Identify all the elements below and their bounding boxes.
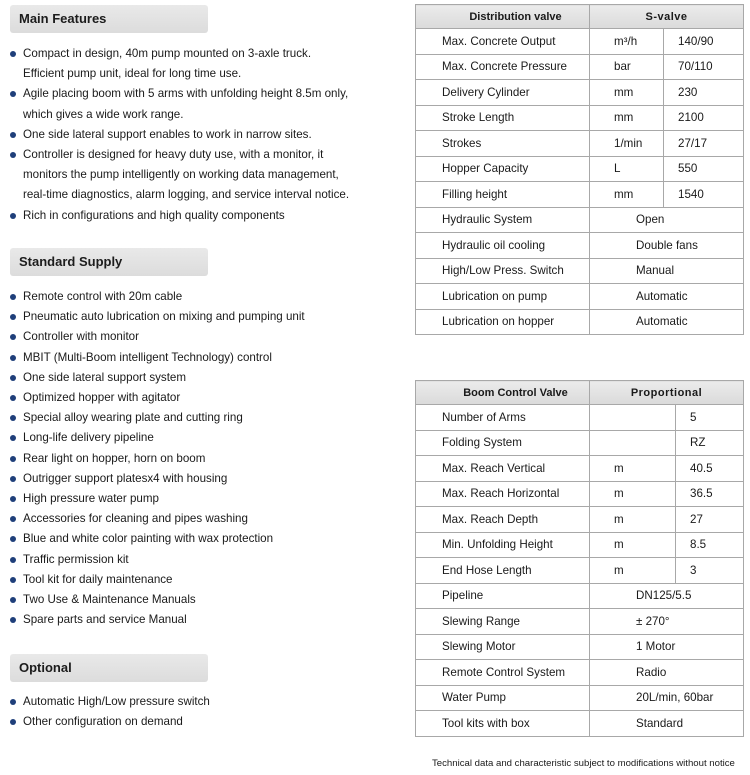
bullet-icon bbox=[10, 355, 16, 361]
spec-value: 2100 bbox=[664, 105, 744, 131]
spec-label: Lubrication on hopper bbox=[416, 309, 590, 335]
table-row bbox=[416, 105, 744, 131]
table-row bbox=[416, 131, 744, 157]
spec-label: Filling height bbox=[416, 182, 590, 208]
spec-value: 1 Motor bbox=[590, 634, 744, 660]
distribution-valve-table bbox=[415, 4, 744, 335]
boom-control-table bbox=[415, 380, 744, 737]
list-item-text: Compact in design, 40m pump mounted on 3-axle truck. bbox=[23, 47, 312, 60]
spec-value: Manual bbox=[590, 258, 744, 284]
spec-value: 550 bbox=[664, 156, 744, 182]
spec-value: 36.5 bbox=[676, 481, 744, 507]
table-row bbox=[416, 583, 744, 609]
spec-label: High/Low Press. Switch bbox=[416, 258, 590, 284]
spec-label: Folding System bbox=[416, 430, 590, 456]
list-item bbox=[10, 287, 400, 307]
main-features-heading: Main Features bbox=[10, 5, 208, 33]
table-row bbox=[416, 634, 744, 660]
list-item bbox=[10, 388, 400, 408]
bullet-icon bbox=[10, 699, 16, 705]
table-row bbox=[416, 481, 744, 507]
standard-supply-list bbox=[10, 287, 400, 630]
list-item bbox=[10, 125, 400, 145]
bullet-icon bbox=[10, 456, 16, 462]
list-item-text: Long-life delivery pipeline bbox=[23, 431, 154, 445]
list-item bbox=[10, 327, 400, 347]
bullet-icon bbox=[10, 617, 16, 623]
spec-label: Stroke Length bbox=[416, 105, 590, 131]
bullet-icon bbox=[10, 334, 16, 340]
list-item-text: Outrigger support platesx4 with housing bbox=[23, 471, 228, 485]
table-row bbox=[416, 258, 744, 284]
table-row bbox=[416, 660, 744, 686]
table-row bbox=[416, 156, 744, 182]
list-item-text: One side lateral support system bbox=[23, 370, 187, 384]
spec-label: Slewing Motor bbox=[416, 634, 590, 660]
spec-label: Slewing Range bbox=[416, 609, 590, 635]
list-item bbox=[10, 206, 400, 226]
spec-value: Standard bbox=[590, 711, 744, 737]
spec-value: 40.5 bbox=[676, 456, 744, 482]
spec-value: Open bbox=[590, 207, 744, 233]
table-row bbox=[416, 558, 744, 584]
bullet-icon bbox=[10, 395, 16, 401]
spec-unit: bar bbox=[590, 54, 664, 80]
list-item-text: Automatic High/Low pressure switch bbox=[23, 695, 210, 708]
list-item bbox=[10, 509, 400, 529]
list-item bbox=[10, 449, 400, 469]
spec-unit: mm bbox=[590, 182, 664, 208]
spec-label: Min. Unfolding Height bbox=[416, 532, 590, 558]
spec-unit: mm bbox=[590, 80, 664, 106]
bullet-icon bbox=[10, 597, 16, 603]
list-item bbox=[10, 428, 400, 448]
footnote: Technical data and characteristic subject to modifications without notice bbox=[432, 758, 735, 769]
spec-value: 27 bbox=[676, 507, 744, 533]
table-row bbox=[416, 405, 744, 431]
bullet-icon bbox=[10, 294, 16, 300]
list-item-text: Spare parts and service Manual bbox=[23, 613, 187, 627]
table-header-row bbox=[416, 5, 744, 29]
bullet-icon bbox=[10, 557, 16, 563]
bullet-icon bbox=[10, 476, 16, 482]
table-row bbox=[416, 80, 744, 106]
table-row bbox=[416, 685, 744, 711]
list-item-text: Controller is designed for heavy duty use, with a monitor, it bbox=[23, 148, 324, 162]
list-item-text: Rich in configurations and high quality components bbox=[23, 208, 285, 222]
optional-heading: Optional bbox=[10, 654, 208, 682]
spec-value: 140/90 bbox=[664, 29, 744, 55]
list-item bbox=[10, 610, 400, 630]
spec-value: 20L/min, 60bar bbox=[590, 685, 744, 711]
spec-label: Max. Reach Depth bbox=[416, 507, 590, 533]
list-item bbox=[10, 529, 400, 549]
spec-value: 8.5 bbox=[676, 532, 744, 558]
table-row bbox=[416, 711, 744, 737]
spec-value: Automatic bbox=[590, 284, 744, 310]
list-item-text: Accessories for cleaning and pipes washing bbox=[23, 512, 248, 526]
list-item bbox=[10, 307, 400, 327]
spec-label: Hopper Capacity bbox=[416, 156, 590, 182]
spec-label: Number of Arms bbox=[416, 405, 590, 431]
spec-label: Max. Reach Horizontal bbox=[416, 481, 590, 507]
spec-unit bbox=[590, 405, 676, 431]
table-row bbox=[416, 507, 744, 533]
table-row bbox=[416, 54, 744, 80]
list-item-text: Traffic permission kit bbox=[23, 552, 129, 566]
spec-value: RZ bbox=[676, 430, 744, 456]
bullet-icon bbox=[10, 152, 16, 158]
spec-value: 70/110 bbox=[664, 54, 744, 80]
list-item bbox=[10, 44, 400, 84]
table-row bbox=[416, 284, 744, 310]
bullet-icon bbox=[10, 536, 16, 542]
spec-label: Max. Concrete Pressure bbox=[416, 54, 590, 80]
spec-value: Automatic bbox=[590, 309, 744, 335]
list-item bbox=[10, 145, 400, 206]
list-item bbox=[10, 408, 400, 428]
spec-label: Delivery Cylinder bbox=[416, 80, 590, 106]
header-left: Boom Control Valve bbox=[416, 381, 590, 405]
spec-unit: m bbox=[590, 481, 676, 507]
list-item-text: Remote control with 20m cable bbox=[23, 290, 183, 303]
list-item bbox=[10, 692, 400, 712]
bullet-icon bbox=[10, 51, 16, 57]
list-item bbox=[10, 348, 400, 368]
spec-value: 230 bbox=[664, 80, 744, 106]
list-item-text: Pneumatic auto lubrication on mixing and pumping unit bbox=[23, 310, 305, 324]
list-item bbox=[10, 368, 400, 388]
list-item-text: real-time diagnostics, alarm logging, and service interval notice. bbox=[23, 188, 350, 202]
header-left: Distribution valve bbox=[416, 5, 590, 29]
list-item-text: High pressure water pump bbox=[23, 492, 159, 506]
optional-list bbox=[10, 692, 400, 732]
spec-value: 1540 bbox=[664, 182, 744, 208]
spec-label: Max. Reach Vertical bbox=[416, 456, 590, 482]
spec-unit: L bbox=[590, 156, 664, 182]
spec-value: ± 270° bbox=[590, 609, 744, 635]
list-item-text: Two Use & Maintenance Manuals bbox=[23, 593, 196, 607]
header-right: S-valve bbox=[590, 5, 744, 29]
bullet-icon bbox=[10, 375, 16, 381]
spec-label: Strokes bbox=[416, 131, 590, 157]
table-row bbox=[416, 430, 744, 456]
bullet-icon bbox=[10, 91, 16, 97]
bullet-icon bbox=[10, 496, 16, 502]
bullet-icon bbox=[10, 577, 16, 583]
spec-value: Radio bbox=[590, 660, 744, 686]
spec-label: Pipeline bbox=[416, 583, 590, 609]
list-item bbox=[10, 570, 400, 590]
table-row bbox=[416, 233, 744, 259]
list-item-text: Optimized hopper with agitator bbox=[23, 391, 181, 405]
spec-label: Tool kits with box bbox=[416, 711, 590, 737]
list-item-text: Special alloy wearing plate and cutting ring bbox=[23, 411, 243, 425]
spec-unit: m³/h bbox=[590, 29, 664, 55]
header-right: Proportional bbox=[590, 381, 744, 405]
spec-label: End Hose Length bbox=[416, 558, 590, 584]
spec-label: Lubrication on pump bbox=[416, 284, 590, 310]
bullet-icon bbox=[10, 213, 16, 219]
spec-unit: m bbox=[590, 507, 676, 533]
bullet-icon bbox=[10, 719, 16, 725]
list-item-text: Rear light on hopper, horn on boom bbox=[23, 451, 206, 465]
list-item-text: Agile placing boom with 5 arms with unfolding height 8.5m only, bbox=[23, 87, 349, 101]
list-item bbox=[10, 550, 400, 570]
spec-unit: mm bbox=[590, 105, 664, 131]
spec-value: DN125/5.5 bbox=[590, 583, 744, 609]
spec-unit: m bbox=[590, 558, 676, 584]
spec-label: Water Pump bbox=[416, 685, 590, 711]
spec-value: 3 bbox=[676, 558, 744, 584]
list-item bbox=[10, 712, 400, 732]
spec-unit: m bbox=[590, 456, 676, 482]
bullet-icon bbox=[10, 314, 16, 320]
spec-unit bbox=[590, 430, 676, 456]
list-item bbox=[10, 489, 400, 509]
list-item bbox=[10, 84, 400, 124]
list-item-text: Efficient pump unit, ideal for long time use. bbox=[23, 67, 242, 81]
bullet-icon bbox=[10, 516, 16, 522]
list-item-text: Blue and white color painting with wax protection bbox=[23, 532, 274, 546]
table-header-row bbox=[416, 381, 744, 405]
spec-value: 27/17 bbox=[664, 131, 744, 157]
bullet-icon bbox=[10, 435, 16, 441]
spec-value: 5 bbox=[676, 405, 744, 431]
spec-label: Max. Concrete Output bbox=[416, 29, 590, 55]
list-item bbox=[10, 590, 400, 610]
table-row bbox=[416, 207, 744, 233]
table-row bbox=[416, 456, 744, 482]
table-row bbox=[416, 182, 744, 208]
spec-unit: 1/min bbox=[590, 131, 664, 157]
spec-unit: m bbox=[590, 532, 676, 558]
table-row bbox=[416, 29, 744, 55]
list-item-text: Controller with monitor bbox=[23, 330, 139, 344]
spec-value: Double fans bbox=[590, 233, 744, 259]
list-item bbox=[10, 469, 400, 489]
main-features-list bbox=[10, 44, 400, 226]
list-item-text: which gives a wide work range. bbox=[23, 107, 184, 121]
list-item-text: MBIT (Multi-Boom intelligent Technology) control bbox=[23, 350, 272, 364]
table-row bbox=[416, 309, 744, 335]
bullet-icon bbox=[10, 415, 16, 421]
table-row bbox=[416, 609, 744, 635]
spec-label: Hydraulic System bbox=[416, 207, 590, 233]
table-row bbox=[416, 532, 744, 558]
list-item-text: One side lateral support enables to work in narrow sites. bbox=[23, 127, 312, 141]
spec-label: Hydraulic oil cooling bbox=[416, 233, 590, 259]
bullet-icon bbox=[10, 132, 16, 138]
standard-supply-heading: Standard Supply bbox=[10, 248, 208, 276]
list-item-text: Tool kit for daily maintenance bbox=[23, 572, 173, 586]
list-item-text: Other configuration on demand bbox=[23, 715, 183, 729]
list-item-text: monitors the pump intelligently on working data management, bbox=[23, 168, 339, 182]
spec-label: Remote Control System bbox=[416, 660, 590, 686]
